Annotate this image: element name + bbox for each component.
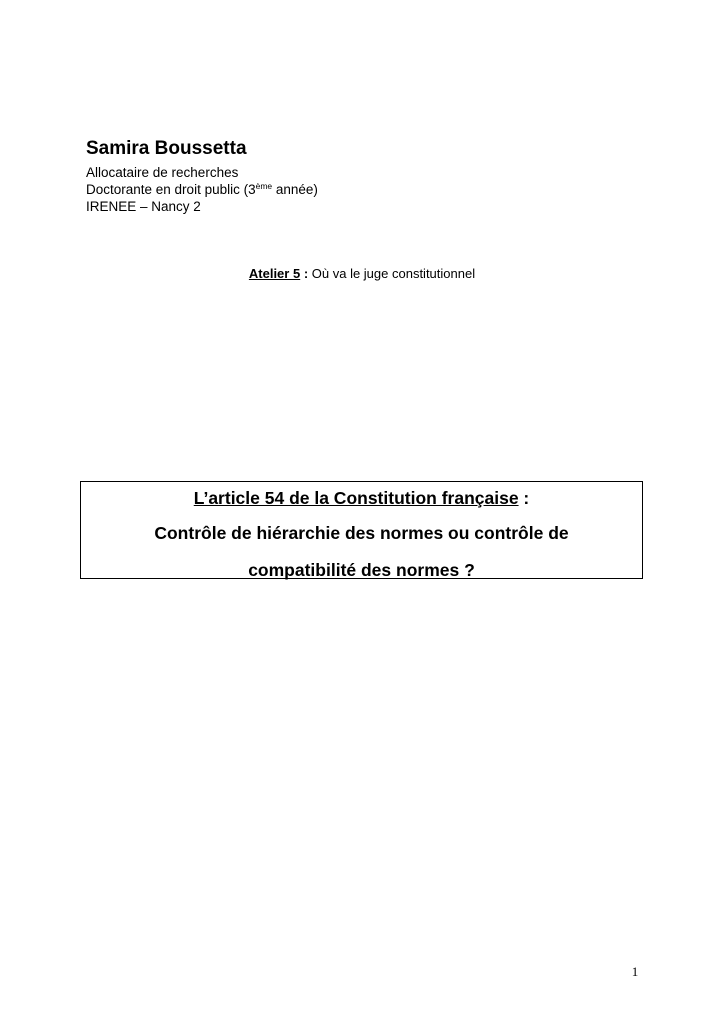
author-block (86, 138, 318, 215)
title-line-3: compatibilité des normes ? (248, 560, 475, 580)
author-name: Samira Boussetta (86, 138, 247, 159)
author-position-suffix: année) (272, 182, 318, 197)
atelier-line (0, 265, 724, 283)
page-number: 1 (631, 964, 639, 979)
atelier-colon: : (300, 266, 309, 281)
title-line-2: Contrôle de hiérarchie des normes ou contrôle de (154, 523, 569, 543)
title-colon: : (518, 488, 530, 508)
title-underlined: L’article 54 de la Constitution française (193, 488, 519, 508)
author-position-prefix: Doctorante en droit public (3 (86, 182, 256, 197)
atelier-label: Atelier 5 (248, 266, 301, 281)
author-role: Allocataire de recherches (86, 165, 239, 180)
atelier-text: Où va le juge constitutionnel (308, 266, 476, 281)
author-affiliation: IRENEE – Nancy 2 (86, 199, 201, 214)
title-box (80, 481, 643, 579)
author-position-superscript: ème (255, 181, 273, 191)
title-line-1 (81, 487, 642, 509)
author-position (86, 181, 318, 198)
